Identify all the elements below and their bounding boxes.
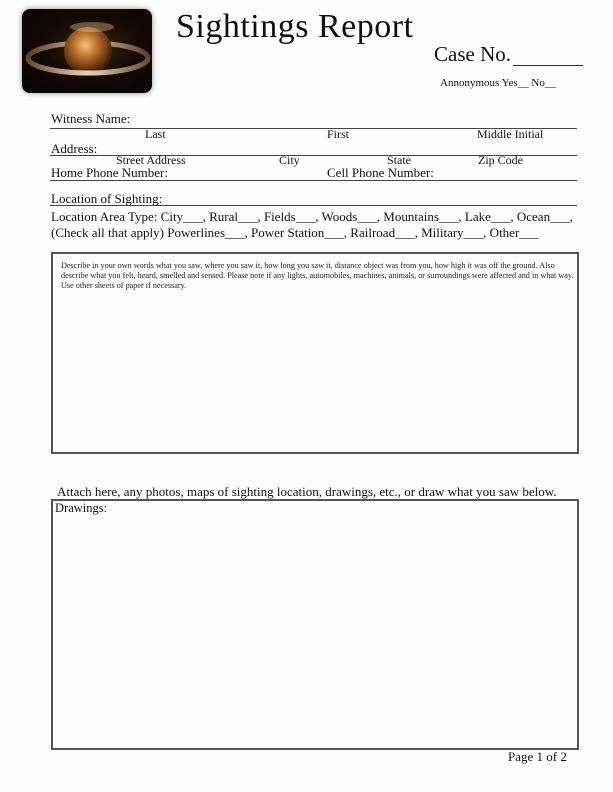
attach-instructions: Attach here, any photos, maps of sighting location, drawings, etc., or draw what you saw below. <box>57 484 557 499</box>
saturn-logo <box>22 9 152 93</box>
address-label: Address: <box>51 141 98 156</box>
saturn-planet-icon <box>22 9 152 93</box>
city-caption: City <box>279 153 300 167</box>
anonymous-option[interactable]: Annonymous Yes__ No__ <box>440 77 556 89</box>
case-number-field[interactable] <box>513 65 583 66</box>
home-phone-label: Home Phone Number: <box>51 165 168 180</box>
zip-code-caption: Zip Code <box>478 153 523 167</box>
description-instructions: Describe in your own words what you saw, where you saw it, how long you saw it, distance object was from you, how high it was off the ground. Also describe what you felt, heard, smelled and sensed. Please note if any lights, automobiles, machines, animals, or surroundings were affected and in what way. Use other sheets of paper if necessary. <box>61 261 574 290</box>
phone-field[interactable] <box>50 180 577 181</box>
witness-name-label: Witness Name: <box>51 111 131 126</box>
case-number-label: Case No. <box>434 42 511 66</box>
last-name-caption: Last <box>145 127 166 141</box>
street-address-caption: Street Address <box>116 153 186 167</box>
area-type-options[interactable]: Location Area Type: City___, Rural___, Fields___, Woods___, Mountains___, Lake___, Ocean___, <box>51 209 573 224</box>
first-name-caption: First <box>327 127 350 141</box>
page-number: Page 1 of 2 <box>508 749 567 764</box>
location-field[interactable] <box>50 205 577 206</box>
check-all-options[interactable]: (Check all that apply) Powerlines___, Power Station___, Railroad___, Military___, Other___ <box>51 225 539 240</box>
drawings-label: Drawings: <box>55 501 108 515</box>
location-label: Location of Sighting: <box>51 191 163 206</box>
page-title: Sightings Report <box>176 8 414 45</box>
middle-initial-caption: Middle Initial <box>477 127 544 141</box>
state-caption: State <box>387 153 411 167</box>
drawings-area[interactable] <box>51 499 579 750</box>
cell-phone-label: Cell Phone Number: <box>327 165 434 180</box>
